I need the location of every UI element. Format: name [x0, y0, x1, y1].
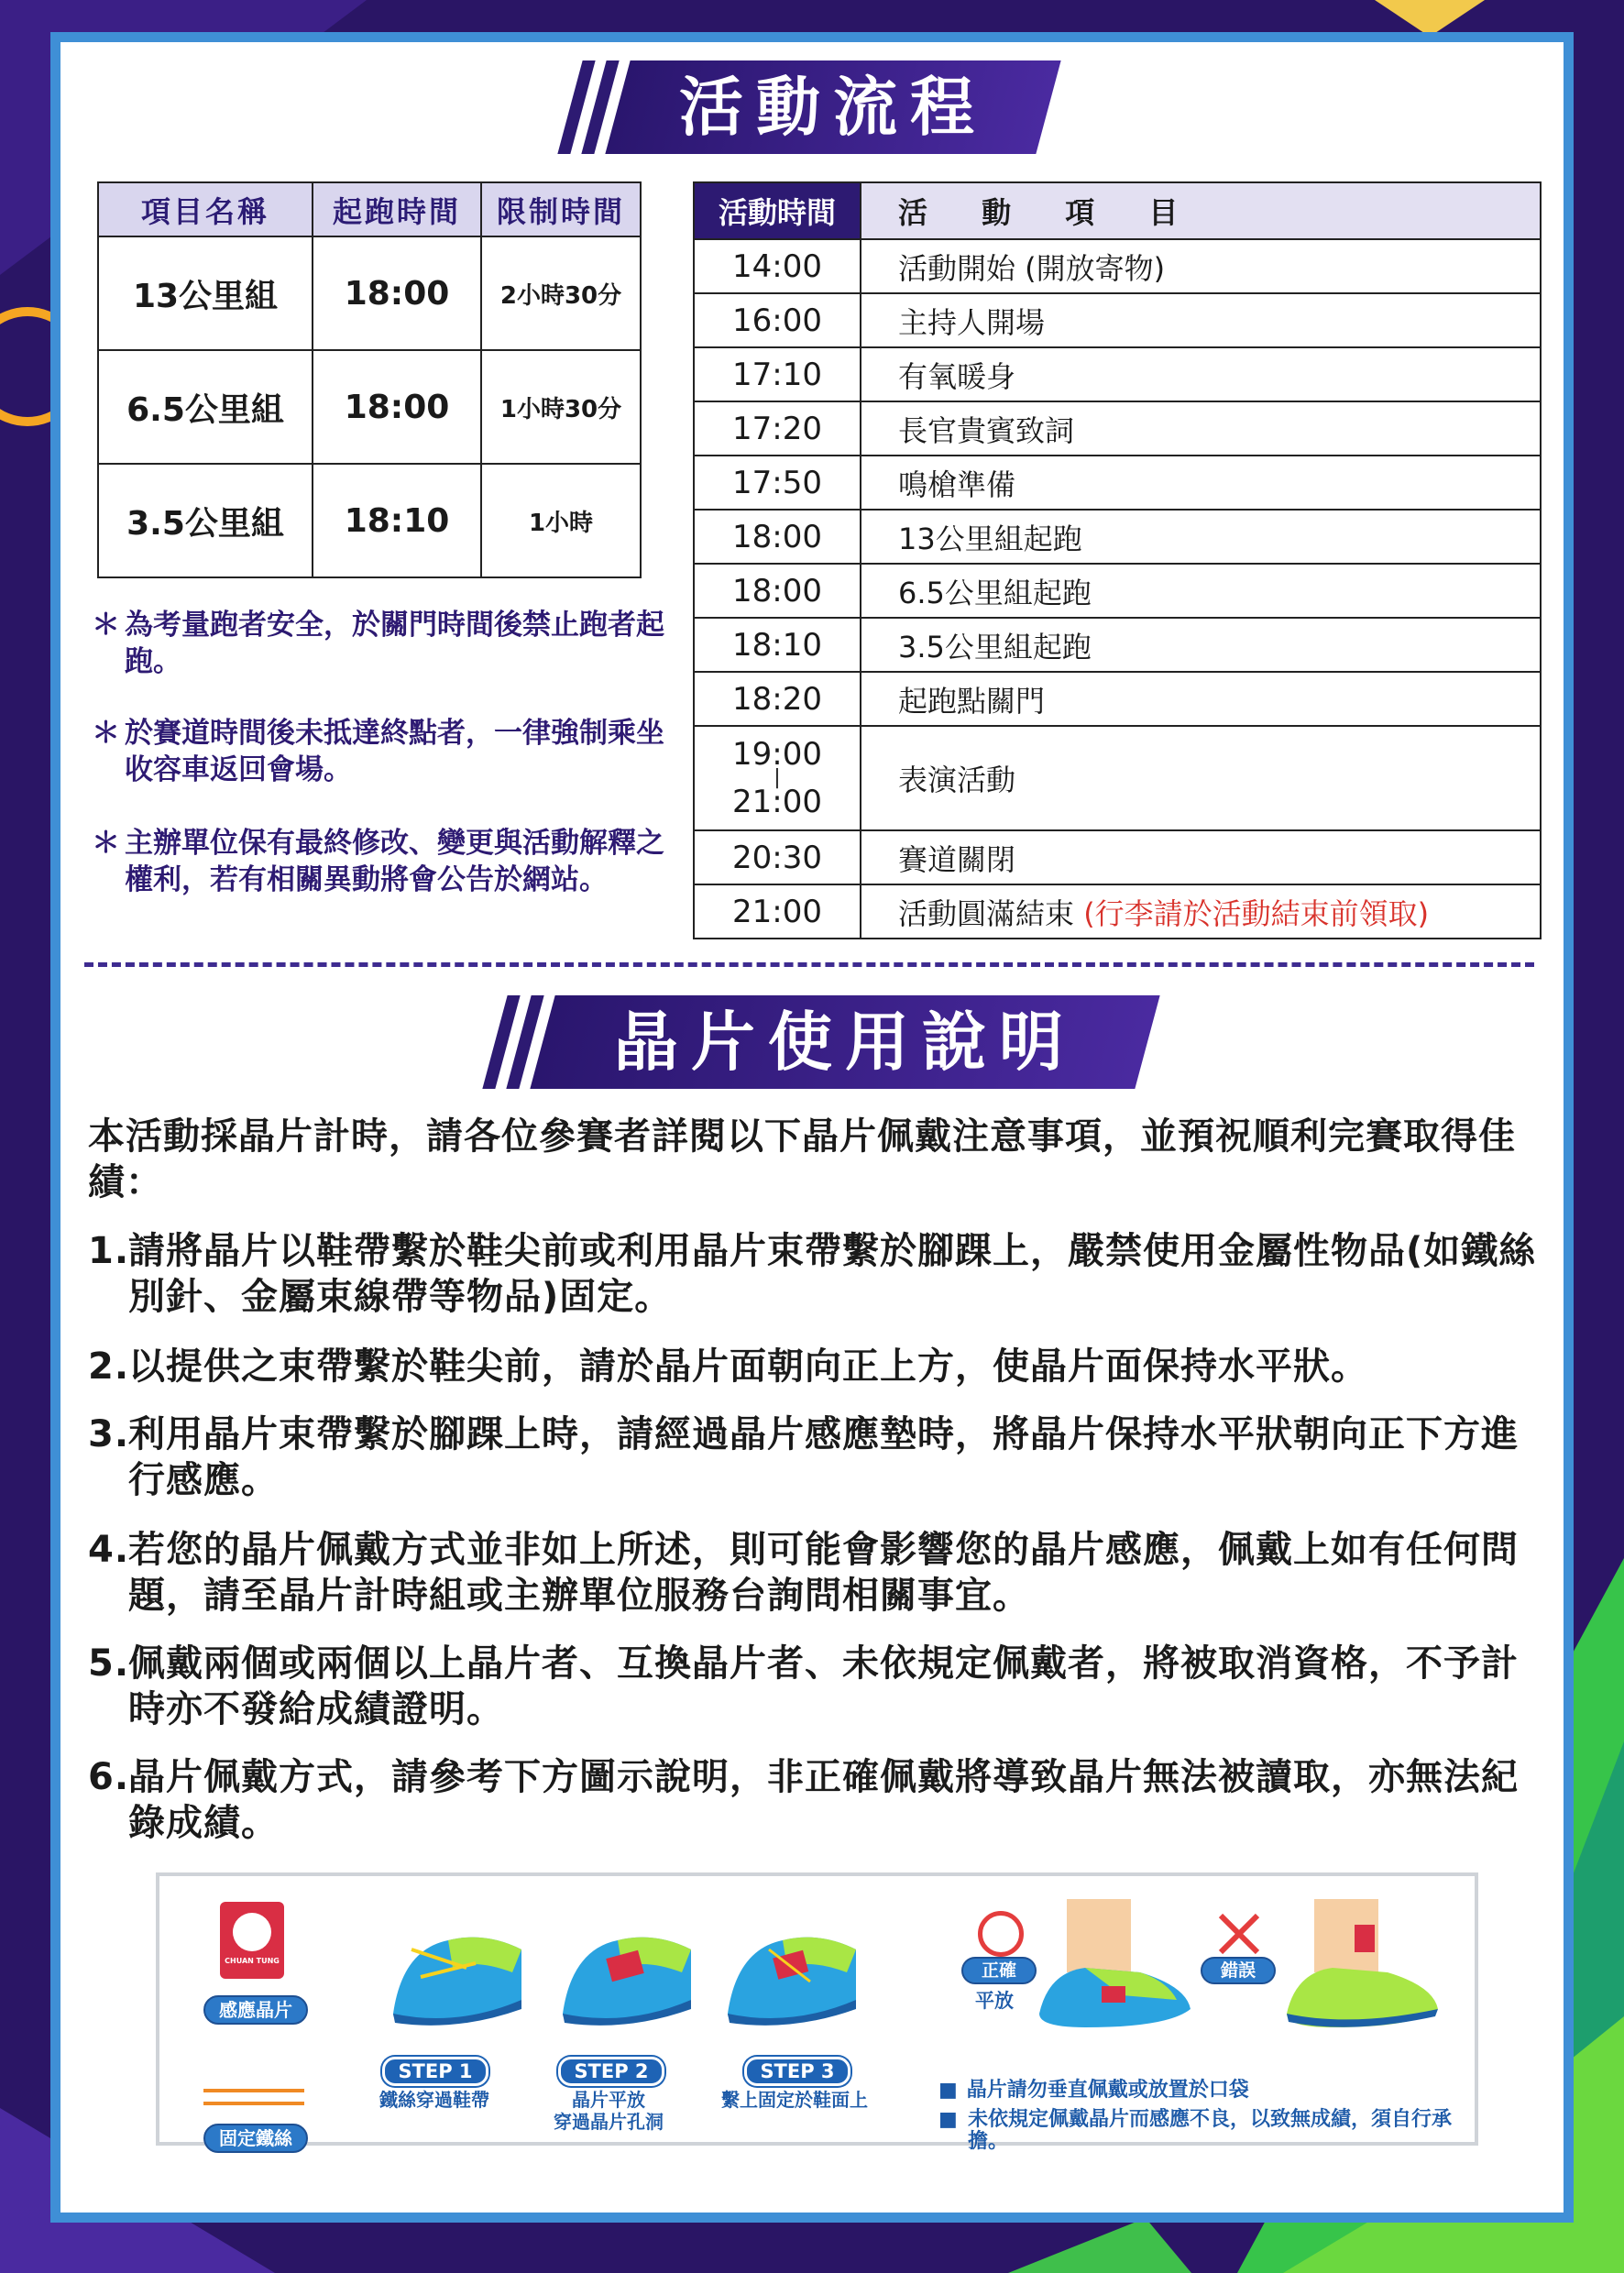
- bullet-2: [938, 2109, 1452, 2153]
- time-cell: 16:00: [694, 293, 861, 347]
- chip-diagram: [156, 1872, 1478, 2153]
- shoe-step3-icon: [719, 1913, 865, 2032]
- time-cell: 14:00: [694, 239, 861, 293]
- group-name: 6.5公里組: [98, 350, 313, 464]
- event-cell: 有氧暖身: [861, 347, 1541, 401]
- chip-item: [88, 1344, 1545, 1389]
- item-number: 5.: [88, 1642, 130, 1685]
- timeline-table: [693, 181, 1542, 939]
- chip-logo-icon: [220, 1902, 284, 1979]
- note-star: ＊: [92, 827, 120, 860]
- timeline-header-event: 活 動 項 目: [861, 182, 1541, 239]
- step1-caption: 鐵絲穿過鞋帶: [379, 2089, 489, 2111]
- chip-item: [88, 1754, 1545, 1846]
- shoe-step2-icon: [554, 1913, 700, 2032]
- time-cell: 17:50: [694, 456, 861, 510]
- table-row: [694, 830, 1541, 884]
- event-note: (行李請於活動結束前領取): [1083, 895, 1430, 931]
- groups-header: 限制時間: [481, 182, 641, 236]
- correct-label: 正確: [961, 1957, 1037, 1984]
- wrong-label: 錯誤: [1201, 1957, 1276, 1984]
- item-number: 2.: [88, 1345, 130, 1388]
- table-row: [694, 564, 1541, 618]
- table-row: [694, 672, 1541, 726]
- timeline-header-time: 活動時間: [694, 182, 861, 239]
- wrong-x-icon: [1216, 1911, 1262, 1957]
- logo-text: CHUAN TUNG: [225, 1957, 280, 1965]
- chip-intro: 本活動採晶片計時，請各位參賽者詳閱以下晶片佩戴注意事項，並預祝順利完賽取得佳績：: [88, 1115, 1516, 1203]
- event-cell: 活動開始 (開放寄物): [861, 239, 1541, 293]
- note-safety: [92, 607, 678, 680]
- bullet-mark: ■: [938, 2108, 958, 2131]
- group-name: 13公里組: [98, 236, 313, 350]
- table-row: [694, 884, 1541, 939]
- table-row: [98, 464, 641, 577]
- event-cell: 表演活動: [861, 726, 1541, 830]
- section-divider: [84, 962, 1534, 967]
- wrong-leg-shoe-icon: [1278, 1899, 1443, 2032]
- group-limit: 1小時: [481, 464, 641, 577]
- item-text: 請將晶片以鞋帶繫於鞋尖前或利用晶片束帶繫於腳踝上，嚴禁使用金屬性物品(如鐵絲別針、金屬束線帶等物品)固定。: [128, 1230, 1537, 1318]
- correct-leg-shoe-icon: [1030, 1899, 1195, 2032]
- time-range-cell: [694, 726, 861, 830]
- groups-table: [97, 181, 642, 578]
- shoe-step1-icon: [384, 1913, 531, 2032]
- item-number: 3.: [88, 1413, 130, 1455]
- item-number: 6.: [88, 1756, 130, 1798]
- step3-caption: 繫上固定於鞋面上: [721, 2089, 868, 2111]
- chip-item: [88, 1641, 1545, 1732]
- time-cell: 17:20: [694, 401, 861, 456]
- item-text: 利用晶片束帶繫於腳踝上時，請經過晶片感應墊時，將晶片保持水平狀朝向正下方進行感應。: [128, 1413, 1519, 1501]
- time-cell: 21:00: [694, 884, 861, 939]
- wire-line: [203, 2089, 304, 2092]
- schedule-title: 活動流程: [679, 70, 987, 145]
- event-cell: 鳴槍準備: [861, 456, 1541, 510]
- chip-item: [88, 1411, 1545, 1503]
- chip-item: [88, 1527, 1545, 1619]
- time-end: 21:00: [732, 784, 822, 820]
- note-timeout: [92, 715, 678, 788]
- logo-mark: [233, 1913, 271, 1951]
- item-number: 4.: [88, 1529, 130, 1571]
- groups-header: 起跑時間: [313, 182, 481, 236]
- event-cell: 長官貴賓致詞: [861, 401, 1541, 456]
- chip-title: 晶片使用說明: [614, 1005, 1076, 1080]
- time-cell: 18:10: [694, 618, 861, 672]
- event-cell: 起跑點關門: [861, 672, 1541, 726]
- table-row: [98, 236, 641, 350]
- time-cell: 18:20: [694, 672, 861, 726]
- group-start: 18:00: [313, 236, 481, 350]
- table-row: [694, 347, 1541, 401]
- table-row: [694, 456, 1541, 510]
- group-limit: 1小時30分: [481, 350, 641, 464]
- table-row: [694, 239, 1541, 293]
- group-name: 3.5公里組: [98, 464, 313, 577]
- item-text: 晶片佩戴方式，請參考下方圖示說明，非正確佩戴將導致晶片無法被讀取，亦無法紀錄成績。: [128, 1756, 1519, 1844]
- groups-header: 項目名稱: [98, 182, 313, 236]
- time-cell: 17:10: [694, 347, 861, 401]
- group-start: 18:10: [313, 464, 481, 577]
- table-row: [694, 510, 1541, 564]
- event-text: 活動圓滿結束: [898, 895, 1084, 931]
- time-cell: 18:00: [694, 510, 861, 564]
- table-row: [694, 293, 1541, 347]
- time-separator: |: [774, 766, 781, 789]
- wire-icon: [203, 2089, 304, 2105]
- correct-note: 平放: [975, 1990, 1014, 2012]
- item-text: 若您的晶片佩戴方式並非如上所述，則可能會影響您的晶片感應，佩戴上如有任何問題，請至晶片計時組或主辦單位服務台詢問相關事宜。: [128, 1529, 1519, 1617]
- table-row: [98, 350, 641, 464]
- wire-line: [203, 2102, 304, 2105]
- note-text: 主辦單位保有最終修改、變更與活動解釋之權利，若有相關異動將會公告於網站。: [125, 827, 664, 896]
- time-cell: 18:00: [694, 564, 861, 618]
- table-row: [694, 401, 1541, 456]
- groups-header-row: [98, 182, 641, 236]
- note-star: ＊: [92, 609, 120, 642]
- table-row: [694, 618, 1541, 672]
- chip-item: [88, 1228, 1545, 1320]
- step1-badge: STEP 1: [382, 2057, 488, 2086]
- bullet-text: 未依規定佩戴晶片而感應不良，以致無成績，須自行承擔。: [968, 2108, 1453, 2153]
- schedule-banner: [570, 60, 1056, 154]
- group-start: 18:00: [313, 350, 481, 464]
- chip-banner: [495, 995, 1155, 1089]
- item-text: 以提供之束帶繫於鞋尖前，請於晶片面朝向正上方，使晶片面保持水平狀。: [128, 1345, 1368, 1388]
- wire-label: 固定鐵絲: [203, 2124, 308, 2153]
- event-cell: [861, 884, 1541, 939]
- chip-label: 感應晶片: [203, 1995, 308, 2025]
- event-cell: 13公里組起跑: [861, 510, 1541, 564]
- step3-badge: STEP 3: [744, 2057, 850, 2086]
- note-text: 於賽道時間後未抵達終點者，一律強制乘坐收容車返回會場。: [125, 717, 664, 786]
- table-row: [694, 726, 1541, 830]
- note-text: 為考量跑者安全，於關門時間後禁止跑者起跑。: [125, 609, 664, 678]
- bullet-1: [938, 2080, 1452, 2102]
- step2-badge: STEP 2: [558, 2057, 664, 2086]
- item-number: 1.: [88, 1230, 130, 1272]
- group-limit: 2小時30分: [481, 236, 641, 350]
- bullet-mark: ■: [938, 2079, 958, 2102]
- event-cell: 6.5公里組起跑: [861, 564, 1541, 618]
- event-cell: 賽道關閉: [861, 830, 1541, 884]
- note-rights: [92, 825, 678, 898]
- correct-circle-icon: [978, 1911, 1024, 1957]
- item-text: 佩戴兩個或兩個以上晶片者、互換晶片者、未依規定佩戴者，將被取消資格，不予計時亦不發給成績證明。: [128, 1642, 1519, 1730]
- event-cell: 主持人開場: [861, 293, 1541, 347]
- time-start: 19:00: [732, 736, 822, 773]
- step2-caption: 晶片平放 穿過晶片孔洞: [554, 2089, 664, 2133]
- note-star: ＊: [92, 717, 120, 750]
- timeline-header-row: [694, 182, 1541, 239]
- event-cell: 3.5公里組起跑: [861, 618, 1541, 672]
- bullet-text: 晶片請勿垂直佩戴或放置於口袋: [966, 2079, 1249, 2102]
- time-cell: 20:30: [694, 830, 861, 884]
